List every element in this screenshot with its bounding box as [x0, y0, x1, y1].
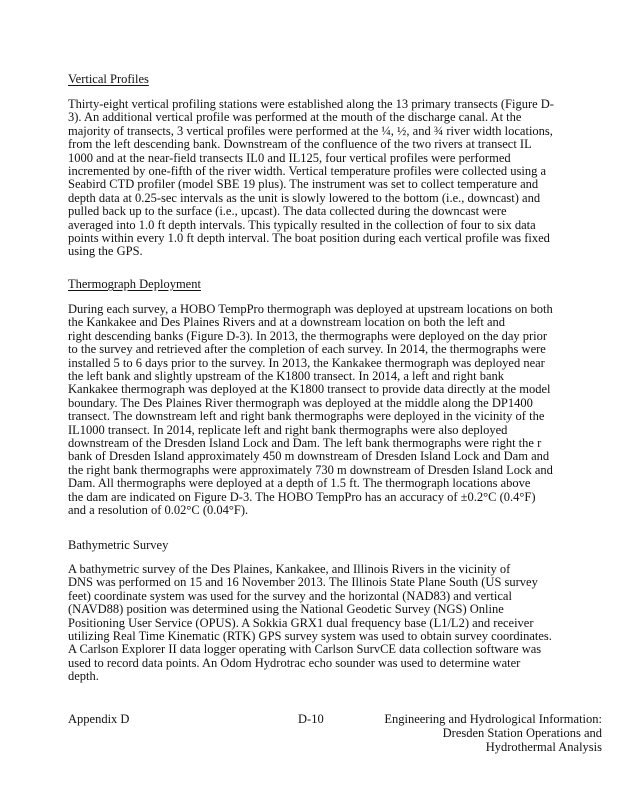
footer-document-title — [366, 712, 602, 754]
text-line: Positioning User Service (OPUS). A Sokkia GRX1 dual frequency base (L1/L2) and receiver — [68, 615, 534, 630]
text-line: (NAVD88) position was determined using the National Geodetic Survey (NGS) Online — [68, 602, 504, 617]
text-line: installed 5 to 6 days prior to the survey. In 2013, the Kankakee thermograph was deployed near — [68, 355, 545, 370]
text-line: DNS was performed on 15 and 16 November 2013. The Illinois State Plane South (US survey — [68, 575, 538, 590]
text-line: Engineering and Hydrological Information: — [384, 712, 602, 726]
text-line: the right bank thermographs were approximately 730 m downstream of Dresden Island Lock and — [68, 462, 553, 477]
text-line: A Carlson Explorer II data logger operating with Carlson SurvCE data collection software was — [68, 642, 542, 657]
text-line: bank of Dresden Island approximately 450 m downstream of Dresden Island Lock and Dam and — [68, 449, 550, 464]
text-line: Thirty-eight vertical profiling stations were established along the 13 primary transects (Figure D- — [68, 97, 554, 111]
text-line: Hydrothermal Analysis — [485, 740, 602, 754]
text-line: pulled back up to the surface (i.e., upcast). The data collected during the downcast were — [68, 204, 507, 219]
text-line: from the left descending bank. Downstream of the confluence of the two rivers at transect IL — [68, 137, 532, 152]
text-line: used to record data points. An Odom Hydrotrac echo sounder was used to determine water — [68, 655, 521, 670]
text-line: Dam. All thermographs were deployed at a depth of 1.5 ft. The thermograph locations above — [68, 476, 531, 491]
text-line: 3). An additional vertical profile was performed at the mouth of the discharge canal. At the — [68, 110, 522, 125]
text-line: downstream of the Dresden Island Lock and Dam. The left bank thermographs were right the r — [68, 436, 542, 451]
text-line: the Kankakee and Des Plaines Rivers and at a downstream location on both the left and — [68, 315, 506, 330]
paragraph-vertical-profiles — [68, 98, 608, 259]
footer-page-number: D-10 — [298, 712, 324, 726]
text-line: right descending banks (Figure D-3). In 2013, the thermographs were deployed on the day prior — [68, 328, 548, 343]
text-line: Seabird CTD profiler (model SBE 19 plus). The instrument was set to collect temperature and — [68, 177, 539, 192]
text-line: transect. The downstream left and right bank thermographs were deployed in the vicinity of the — [68, 409, 545, 424]
text-line: averaged into 1.0 ft depth intervals. This typically resulted in the collection of four to six data — [68, 217, 536, 232]
paragraph-thermograph-deployment — [68, 303, 608, 518]
text-line: 1000 and at the near-field transects IL0 and IL125, four vertical profiles were performed — [68, 150, 511, 165]
heading-vertical-profiles: Vertical Profiles — [68, 72, 149, 86]
text-line: incremented by one-fifth of the river width. Vertical temperature profiles were collected using a — [68, 164, 547, 179]
text-line: A bathymetric survey of the Des Plaines, Kankakee, and Illinois Rivers in the vicinity of — [68, 562, 511, 576]
text-line: During each survey, a HOBO TempPro thermograph was deployed at upstream locations on both — [68, 302, 553, 316]
text-line: boundary. The Des Plaines River thermograph was deployed at the middle along the DP1400 — [68, 395, 533, 410]
text-line: Kankakee thermograph was deployed at the K1800 transect to provide data directly at the model — [68, 382, 551, 397]
text-line: the dam are indicated on Figure D-3. The HOBO TempPro has an accuracy of ±0.2°C (0.4°F) — [68, 489, 536, 504]
text-line: points within every 1.0 ft depth interval. The boat position during each vertical profile was fixed — [68, 231, 550, 246]
text-line: Dresden Station Operations and — [442, 726, 602, 740]
text-line: to the survey and retrieved after the completion of each survey. In 2014, the thermographs were — [68, 342, 546, 357]
footer-appendix-label: Appendix D — [68, 712, 130, 726]
text-line: majority of transects, 3 vertical profiles were performed at the ¼, ½, and ¾ river width locations, — [68, 123, 553, 138]
text-line: IL1000 transect. In 2014, replicate left and right bank thermographs were also deployed — [68, 422, 508, 437]
heading-thermograph-deployment: Thermograph Deployment — [68, 277, 201, 291]
text-line: the left bank and slightly upstream of the K1800 transect. In 2014, a left and right bank — [68, 369, 504, 384]
heading-bathymetric-survey: Bathymetric Survey — [68, 538, 169, 552]
text-line: depth data at 0.25-sec intervals as the unit is slowly lowered to the bottom (i.e., downcast) and — [68, 190, 541, 205]
paragraph-bathymetric-survey — [68, 563, 608, 684]
text-line: feet) coordinate system was used for the survey and the horizontal (NAD83) and vertical — [68, 588, 512, 603]
text-line: utilizing Real Time Kinematic (RTK) GPS survey system was used to obtain survey coordinates. — [68, 629, 552, 644]
text-line: using the GPS. — [68, 244, 143, 259]
text-line: and a resolution of 0.02°C (0.04°F). — [68, 503, 249, 518]
text-line: depth. — [68, 669, 99, 684]
